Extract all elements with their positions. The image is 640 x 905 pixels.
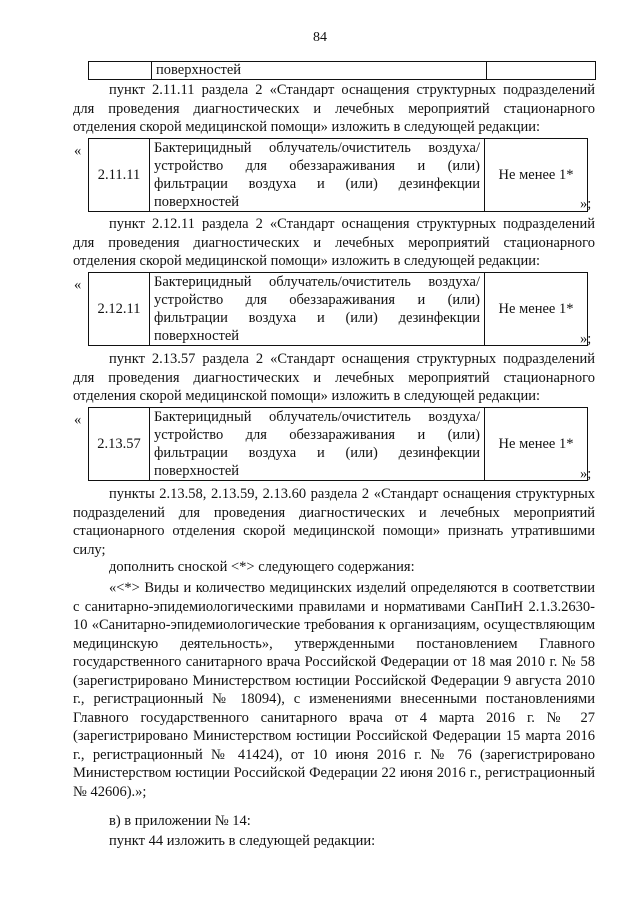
- paragraph-appendix: в) в приложении № 14:: [109, 813, 251, 829]
- continuation-table: [88, 61, 596, 80]
- item-description-tail: поверхностей: [154, 463, 240, 479]
- item-code: 2.12.11: [89, 273, 150, 346]
- open-quote: «: [74, 277, 82, 293]
- item-quantity: Не менее 1*: [485, 139, 588, 212]
- section-intro: пункт 2.13.57 раздела 2 «Стандарт оснащения структурных подразделений для проведения диагностических и лечебных мероприятий стационарного отделения скорой медицинской помощи» изложить в следующей редакции:: [73, 351, 595, 404]
- page-number: 84: [313, 30, 327, 45]
- close-quote: »;: [580, 196, 592, 212]
- equipment-table: [88, 138, 588, 212]
- item-quantity: Не менее 1*: [485, 273, 588, 346]
- table-row: [89, 139, 588, 212]
- paragraph-point-44: пункт 44 изложить в следующей редакции:: [109, 833, 376, 849]
- item-description-main: Бактерицидный облучатель/очиститель воздуха/устройство для обеззараживания и (или) фильтрации воздуха и (или) дезинфекции: [154, 274, 480, 326]
- open-quote: «: [74, 412, 82, 428]
- item-code: 2.11.11: [89, 139, 150, 212]
- open-quote: «: [74, 143, 82, 159]
- item-description-tail: поверхностей: [154, 328, 240, 344]
- table-cell-code: [89, 62, 152, 80]
- item-description-main: Бактерицидный облучатель/очиститель воздуха/устройство для обеззараживания и (или) фильтрации воздуха и (или) дезинфекции: [154, 140, 480, 192]
- equipment-table: [88, 272, 588, 346]
- section-intro: пункт 2.12.11 раздела 2 «Стандарт оснащения структурных подразделений для проведения диагностических и лечебных мероприятий стационарного отделения скорой медицинской помощи» изложить в следующей редакции:: [73, 216, 595, 269]
- table-row: [89, 273, 588, 346]
- item-description-tail: поверхностей: [154, 194, 240, 210]
- table-row: [89, 408, 588, 481]
- item-description-main: Бактерицидный облучатель/очиститель воздуха/устройство для обеззараживания и (или) фильтрации воздуха и (или) дезинфекции: [154, 409, 480, 461]
- paragraph-footnote-intro: дополнить сноской <*> следующего содержания:: [109, 559, 415, 575]
- item-code: 2.13.57: [89, 408, 150, 481]
- section-intro: пункт 2.11.11 раздела 2 «Стандарт оснащения структурных подразделений для проведения диагностических и лечебных мероприятий стационарного отделения скорой медицинской помощи» изложить в следующей редакции:: [73, 82, 595, 135]
- table-row: [89, 62, 596, 80]
- close-quote: »;: [580, 331, 592, 347]
- close-quote: »;: [580, 466, 592, 482]
- item-quantity: Не менее 1*: [485, 408, 588, 481]
- paragraph-invalidation: пункты 2.13.58, 2.13.59, 2.13.60 раздела 2 «Стандарт оснащения структурных подразделений для проведения диагностических и лечебных мероприятий стационарного отделения скорой медицинской помощи» признать утратившими силу;: [73, 486, 595, 558]
- table-cell-value: [487, 62, 596, 80]
- item-description: [150, 273, 485, 346]
- table-cell-description: поверхностей: [152, 62, 487, 80]
- item-description: [150, 408, 485, 481]
- equipment-table: [88, 407, 588, 481]
- item-description: [150, 139, 485, 212]
- paragraph-footnote: «<*> Виды и количество медицинских изделий определяются в соответствии с санитарно-эпидемиологическими правилами и нормативами СанПиН 2.1.3.2630-10 «Санитарно-эпидемиологические требования к организациям, осуществляющим медицинскую деятельность», утвержденными постановлением Главного государственного санитарного врача Российской Федерации от 18 мая 2010 г. № 58 (зарегистрировано Министерством юстиции Российской Федерации 9 августа 2010 г., регистрационный № 18094), с изменениями внесенными постановлениями Главного государственного санитарного врача от 4 марта 2016 г. № 27 (зарегистрировано Министерством юстиции Российской Федерации 15 марта 2016 г., регистрационный № 41424), от 10 июня 2016 г. № 76 (зарегистрировано Министерством юстиции Российской Федерации 22 июня 2016 г., регистрационный № 42606).»;: [73, 580, 595, 800]
